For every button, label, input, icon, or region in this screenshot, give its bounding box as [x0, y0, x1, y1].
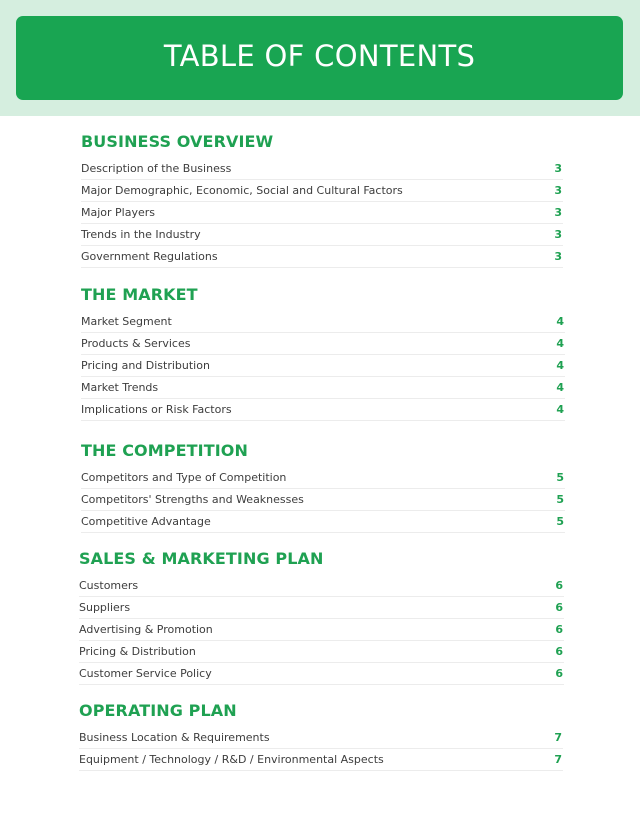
entry-label: Government Regulations [81, 250, 218, 263]
section-heading: BUSINESS OVERVIEW [81, 132, 274, 151]
toc-entry[interactable] [81, 489, 565, 511]
entry-page-number: 3 [554, 184, 562, 197]
entry-page-number: 6 [555, 579, 563, 592]
section-business-overview [81, 131, 563, 268]
entry-label: Customer Service Policy [79, 667, 212, 680]
entry-page-number: 3 [554, 206, 562, 219]
toc-entry[interactable] [81, 377, 565, 399]
toc-entry[interactable] [81, 202, 563, 224]
section-sales-marketing-plan [79, 548, 564, 685]
section-the-competition [81, 440, 565, 533]
toc-entry[interactable] [81, 158, 563, 180]
entry-label: Major Players [81, 206, 155, 219]
section-heading: THE COMPETITION [81, 441, 248, 460]
toc-entry[interactable] [79, 663, 564, 685]
toc-entry[interactable] [81, 399, 565, 421]
entry-label: Customers [79, 579, 139, 592]
entry-page-number: 4 [556, 315, 564, 328]
entry-page-number: 7 [554, 753, 562, 766]
toc-entry[interactable] [81, 511, 565, 533]
entry-page-number: 4 [556, 337, 564, 350]
section-heading: SALES & MARKETING PLAN [79, 549, 324, 568]
toc-entry[interactable] [79, 641, 564, 663]
entry-label: Trends in the Industry [81, 228, 201, 241]
header-band [0, 0, 640, 116]
toc-entry[interactable] [79, 575, 564, 597]
entry-label: Competitors and Type of Competition [81, 471, 287, 484]
entry-page-number: 5 [556, 515, 564, 528]
entry-page-number: 6 [555, 667, 563, 680]
entry-label: Description of the Business [81, 162, 232, 175]
entry-page-number: 5 [556, 471, 564, 484]
entry-page-number: 4 [556, 359, 564, 372]
entry-label: Pricing and Distribution [81, 359, 210, 372]
toc-entry[interactable] [81, 467, 565, 489]
toc-entry[interactable] [79, 597, 564, 619]
entry-page-number: 3 [554, 250, 562, 263]
entry-label: Advertising & Promotion [79, 623, 213, 636]
entry-page-number: 4 [556, 403, 564, 416]
toc-entry[interactable] [81, 180, 563, 202]
entry-page-number: 5 [556, 493, 564, 506]
entry-page-number: 4 [556, 381, 564, 394]
entry-label: Major Demographic, Economic, Social and Cultural Factors [81, 184, 403, 197]
entry-label: Competitors' Strengths and Weaknesses [81, 493, 304, 506]
entry-label: Competitive Advantage [81, 515, 211, 528]
entry-label: Market Trends [81, 381, 159, 394]
entry-page-number: 7 [554, 731, 562, 744]
toc-entry[interactable] [81, 224, 563, 246]
entry-page-number: 6 [555, 645, 563, 658]
toc-entry[interactable] [81, 355, 565, 377]
entry-label: Equipment / Technology / R&D / Environmental Aspects [79, 753, 384, 766]
entry-label: Business Location & Requirements [79, 731, 270, 744]
entry-label: Implications or Risk Factors [81, 403, 232, 416]
toc-entry[interactable] [79, 619, 564, 641]
section-heading: OPERATING PLAN [79, 701, 237, 720]
entry-page-number: 3 [554, 228, 562, 241]
entry-page-number: 6 [555, 601, 563, 614]
section-operating-plan [79, 700, 563, 771]
section-the-market [81, 284, 565, 421]
toc-entry[interactable] [81, 246, 563, 268]
entry-label: Suppliers [79, 601, 131, 614]
toc-entry[interactable] [79, 749, 563, 771]
section-heading: THE MARKET [81, 285, 198, 304]
toc-entry[interactable] [79, 727, 563, 749]
toc-entry[interactable] [81, 333, 565, 355]
entry-label: Pricing & Distribution [79, 645, 196, 658]
toc-entry[interactable] [81, 311, 565, 333]
entry-label: Products & Services [81, 337, 191, 350]
entry-page-number: 3 [554, 162, 562, 175]
entry-page-number: 6 [555, 623, 563, 636]
page-title: TABLE OF CONTENTS [163, 39, 476, 73]
title-banner [16, 16, 623, 100]
entry-label: Market Segment [81, 315, 172, 328]
